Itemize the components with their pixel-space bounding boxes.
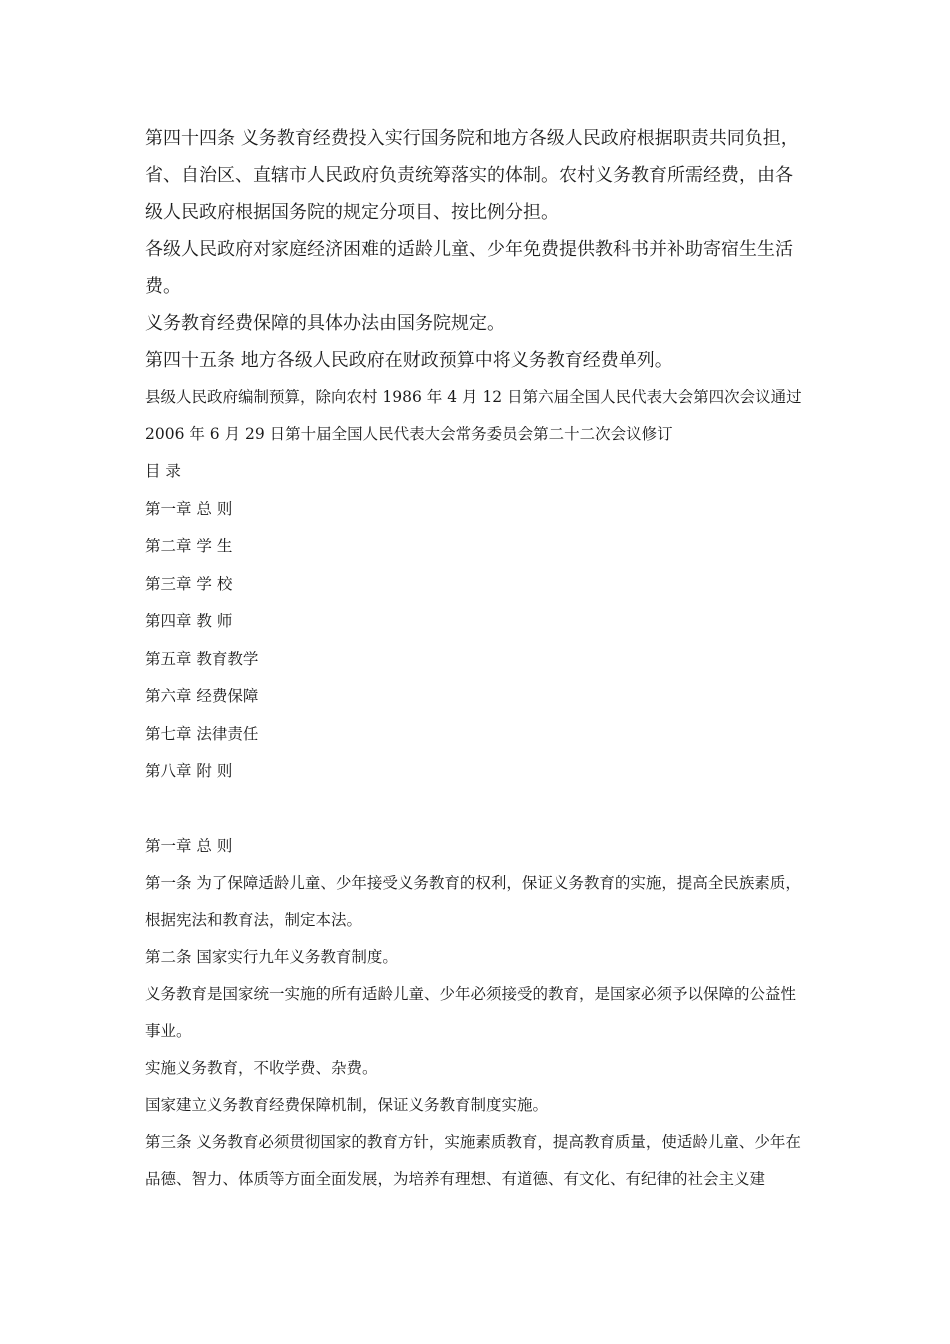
toc-chapter-8: 第八章 附 则 [145, 762, 233, 780]
county-budget-adoption-note: 县级人民政府编制预算，除向农村 1986 年 4 月 12 日第六届全国人民代表大会第四次会议通过 2006 年 6 月 29 日第十届全国人民代表大会常务委员会第二十二次会议修订 [145, 388, 802, 443]
chapter-one [145, 828, 810, 1198]
table-of-contents [145, 453, 810, 791]
article-2-definition: 义务教育是国家统一实施的所有适龄儿童、少年必须接受的教育，是国家必须予以保障的公益性事业。 [145, 984, 797, 1040]
article-2-funding-mechanism: 国家建立义务教育经费保障机制，保证义务教育制度实施。 [145, 1095, 549, 1114]
article-1: 第一条 为了保障适龄儿童、少年接受义务教育的权利，保证义务教育的实施，提高全民族素质，根据宪法和教育法，制定本法。 [145, 873, 801, 929]
toc-chapter-4: 第四章 教 师 [145, 612, 233, 630]
article-44-textbook-subsidy: 各级人民政府对家庭经济困难的适龄儿童、少年免费提供教科书并补助寄宿生生活费。 [145, 239, 793, 297]
toc-chapter-2: 第二章 学 生 [145, 537, 233, 555]
document-page [145, 120, 810, 1198]
article-2: 第二条 国家实行九年义务教育制度。 [145, 947, 398, 966]
article-3: 第三条 义务教育必须贯彻国家的教育方针，实施素质教育，提高教育质量，使适龄儿童、少年在品德、智力、体质等方面全面发展，为培养有理想、有道德、有文化、有纪律的社会主义建 [145, 1132, 801, 1188]
toc-chapter-7: 第七章 法律责任 [145, 724, 259, 743]
toc-chapter-6: 第六章 经费保障 [145, 687, 259, 705]
article-2-no-fees: 实施义务教育，不收学费、杂费。 [145, 1058, 378, 1077]
toc-chapter-1: 第一章 总 则 [145, 499, 233, 518]
article-44-funding-rules: 义务教育经费保障的具体办法由国务院规定。 [145, 313, 505, 334]
chapter-one-heading: 第一章 总 则 [145, 836, 233, 855]
article-45: 第四十五条 地方各级人民政府在财政预算中将义务教育经费单列。 [145, 350, 673, 371]
toc-chapter-5: 第五章 教育教学 [145, 649, 259, 668]
toc-title: 目 录 [145, 462, 181, 480]
article-44: 第四十四条 义务教育经费投入实行国务院和地方各级人民政府根据职责共同负担，省、自治区、直辖市人民政府负责统筹落实的体制。农村义务教育所需经费，由各级人民政府根据国务院的规定分项目、按比例分担。 [145, 128, 799, 223]
section-spacer [145, 791, 810, 828]
toc-chapter-3: 第三章 学 校 [145, 574, 233, 593]
